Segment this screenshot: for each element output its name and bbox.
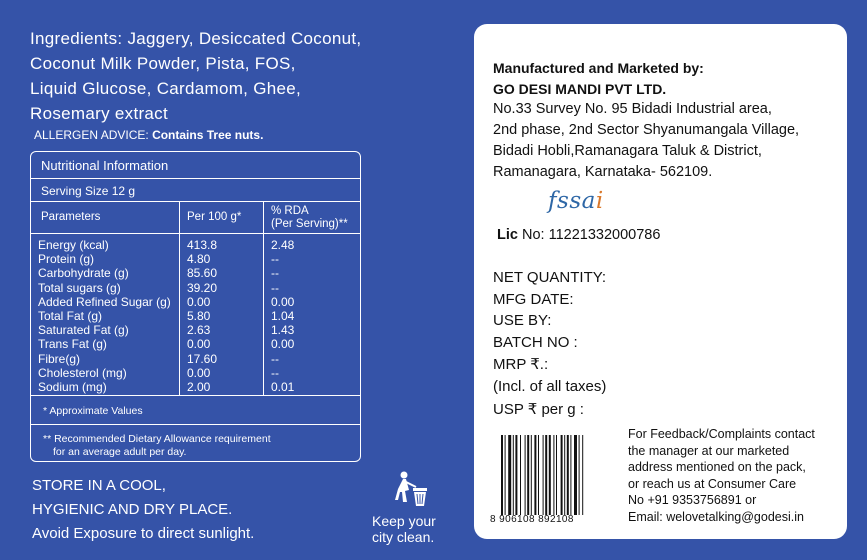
barcode-bar [508, 435, 511, 515]
barcode-bar [525, 435, 526, 515]
ingredients-line: Coconut Milk Powder, Pista, FOS, [30, 54, 296, 73]
table-cell: 413.8 [187, 238, 218, 252]
table-cell: 0.00 [187, 294, 211, 309]
table-cell: Energy (kcal) [38, 238, 109, 252]
barcode-bar [582, 435, 583, 515]
table-cell: Saturated Fat (g) [38, 323, 129, 338]
keep-clean-line1: Keep your [372, 513, 436, 529]
keep-clean-text [372, 513, 452, 545]
table-cell: 4.80 [187, 252, 211, 267]
barcode-bar [520, 435, 521, 515]
fssai-logo [548, 188, 604, 214]
barcode-bar [538, 435, 539, 515]
barcode-bar [534, 435, 536, 515]
table-cell: Carbohydrate (g) [38, 266, 129, 281]
table-cell: Trans Fat (g) [38, 337, 107, 352]
table-cell: 1.43 [271, 323, 295, 338]
storage-instructions [32, 474, 254, 546]
table-cell: Cholesterol (mg) [38, 365, 127, 380]
barcode-bar [570, 435, 571, 515]
field-usp: USP ₹ per g : [493, 401, 584, 418]
ingredients-line: Ingredients: Jaggery, Desiccated Coconut, [30, 29, 362, 48]
table-cell: 0.00 [271, 337, 295, 352]
per100-column [187, 238, 217, 394]
footnote-rda-line2: for an average adult per day. [53, 446, 187, 458]
table-cell: -- [271, 351, 279, 366]
license-label: Lic [497, 227, 518, 243]
manufacturer-title: Manufactured and Marketed by: [493, 60, 704, 76]
barcode-bar [564, 435, 565, 515]
barcode-bar [567, 435, 569, 515]
table-cell: -- [271, 252, 279, 267]
parameters-column [38, 238, 171, 394]
table-cell: 0.00 [271, 294, 295, 309]
table-cell: Added Refined Sugar (g) [38, 294, 171, 309]
table-cell: 0.00 [187, 337, 211, 352]
barcode-bar [553, 435, 554, 515]
keep-clean-line2: city clean. [372, 529, 435, 545]
address-line: Bidadi Hobli,Ramanagara Taluk & District, [493, 143, 762, 159]
field-batch-no: BATCH NO : [493, 334, 578, 352]
table-cell: Protein (g) [38, 252, 95, 267]
table-cell: 0.01 [271, 380, 295, 395]
allergen-label: ALLERGEN ADVICE: [34, 128, 149, 142]
feedback-line: Email: welovetalking@godesi.in [628, 509, 804, 524]
barcode-bar [561, 435, 563, 515]
header-rda-line1: % RDA [271, 205, 309, 217]
divider [31, 201, 360, 202]
table-cell: -- [271, 280, 279, 295]
feedback-text [628, 426, 843, 525]
table-cell: Fibre(g) [38, 351, 81, 366]
barcode-number: 8 906108 892108 [490, 514, 574, 525]
divider [31, 178, 360, 179]
keep-clean-badge [372, 470, 452, 545]
feedback-line: No +91 9353756891 or [628, 493, 757, 507]
table-cell: Total Fat (g) [38, 309, 103, 324]
feedback-line: the manager at our marketed [628, 443, 790, 458]
table-cell: 85.60 [187, 266, 218, 281]
barcode-bar [527, 435, 529, 515]
feedback-line: For Feedback/Complaints contact [628, 427, 815, 441]
header-rda-line2: (Per Serving)** [271, 218, 348, 230]
table-cell: 1.04 [271, 309, 295, 324]
field-mrp: MRP ₹.: [493, 355, 549, 373]
header-rda [271, 205, 348, 231]
allergen-advice [34, 128, 263, 142]
table-cell: 17.60 [187, 351, 218, 366]
ingredients-text [30, 26, 390, 126]
table-cell: 2.00 [187, 380, 211, 395]
barcode-bar [531, 435, 532, 515]
table-cell: Total sugars (g) [38, 280, 121, 295]
manufacturer-address [493, 99, 799, 183]
field-use-by: USE BY: [493, 312, 552, 330]
allergen-text: Contains Tree nuts. [152, 128, 264, 142]
product-fields [493, 267, 606, 397]
storage-line: HYGIENIC AND DRY PLACE. [32, 501, 233, 518]
barcode-bar [543, 435, 544, 515]
barcode-bar [513, 435, 514, 515]
feedback-line: or reach us at Consumer Care [628, 476, 797, 491]
barcode-icon [501, 435, 605, 515]
license-value: No: 11221332000786 [517, 227, 661, 243]
fssai-logo-text: fssa [548, 188, 596, 214]
header-per100: Per 100 g* [187, 211, 242, 223]
manufacturer-card [474, 24, 847, 539]
divider [31, 395, 360, 396]
barcode-bar [549, 435, 551, 515]
table-cell: 39.20 [187, 280, 218, 295]
table-cell: Sodium (mg) [38, 380, 107, 395]
rda-column [271, 238, 294, 394]
barcode-bar [505, 435, 506, 515]
address-line: No.33 Survey No. 95 Bidadi Industrial area, [493, 101, 772, 117]
address-line: Ramanagara, Karnataka- 562109. [493, 164, 713, 180]
barcode-bar [556, 435, 557, 515]
field-net-quantity: NET QUANTITY: [493, 269, 607, 286]
table-cell: 2.48 [271, 238, 295, 252]
barcode-bar [574, 435, 577, 515]
header-parameters: Parameters [41, 211, 101, 223]
divider [179, 201, 180, 395]
barcode-bar [579, 435, 580, 515]
storage-line: STORE IN A COOL, [32, 477, 166, 494]
footnote-rda [43, 433, 343, 459]
address-line: 2nd phase, 2nd Sector Shyanumangala Village, [493, 122, 800, 138]
table-cell: 5.80 [187, 309, 211, 324]
license-number [497, 227, 660, 243]
recycle-bin-icon [394, 470, 430, 510]
table-cell: -- [271, 266, 279, 281]
footnote-approximate: * Approximate Values [43, 405, 143, 417]
nutrition-title: Nutritional Information [41, 158, 169, 173]
ingredients-line: Rosemary extract [30, 104, 169, 123]
barcode-bar [515, 435, 517, 515]
storage-line: Avoid Exposure to direct sunlight. [32, 525, 255, 542]
feedback-line: address mentioned on the pack, [628, 460, 806, 474]
field-tax-note: (Incl. of all taxes) [493, 377, 607, 395]
manufacturer-name: GO DESI MANDI PVT LTD. [493, 81, 667, 97]
table-cell: -- [271, 365, 279, 380]
table-cell: 2.63 [187, 323, 211, 338]
serving-size: Serving Size 12 g [41, 184, 136, 198]
footnote-rda-line1: ** Recommended Dietary Allowance requirement [43, 433, 271, 445]
divider [31, 424, 360, 425]
table-cell: 0.00 [187, 365, 211, 380]
field-mfg-date: MFG DATE: [493, 290, 574, 308]
divider [31, 233, 360, 234]
ingredients-line: Liquid Glucose, Cardamom, Ghee, [30, 79, 302, 98]
barcode-bar [545, 435, 547, 515]
fssai-logo-i: i [595, 188, 604, 214]
barcode-bar [501, 435, 503, 515]
nutrition-table [30, 151, 361, 462]
divider [263, 201, 264, 395]
